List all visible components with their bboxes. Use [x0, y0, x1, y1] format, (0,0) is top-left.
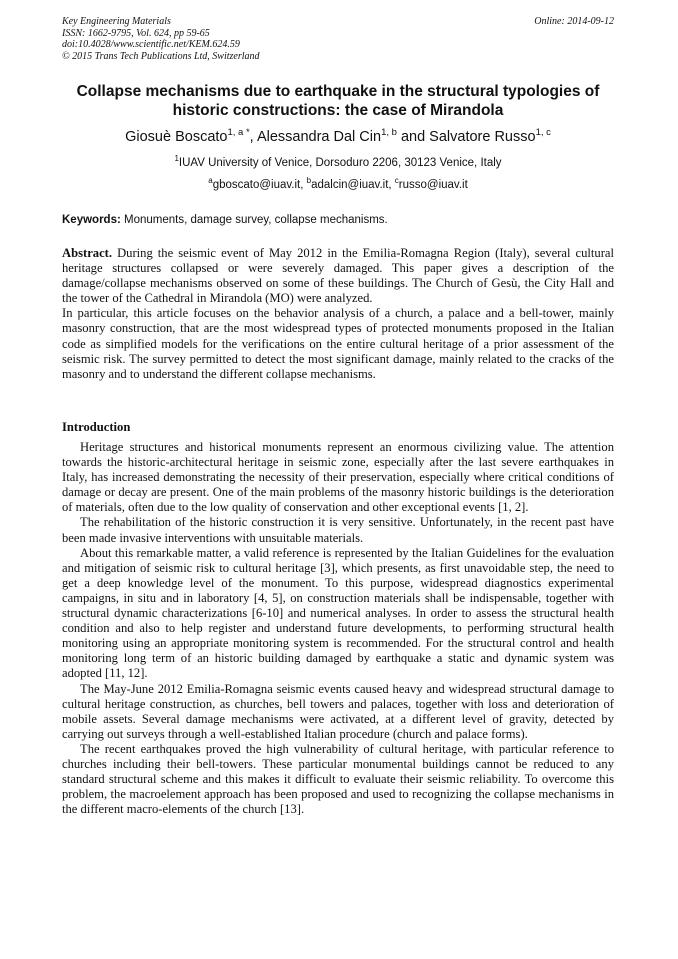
email-separator: ,	[300, 179, 307, 191]
email-mark: b	[306, 176, 312, 185]
body-paragraph: About this remarkable matter, a valid reference is represented by the Italian Guidelines for the evaluation and mitigation of seismic risk to cultural heritage [3], which presents, as first unavoidable step, the need to get a deep knowledge level of the monument. To this purpose, widespread diagnostics experimental campaigns, in situ and in laboratory [4, 5], on construction materials shall be indispensable, together with structural dynamic characterizations [6-10] and numerical analyses. In order to assess the structural health condition and also to help register and understand future developments, to performing structural health monitoring using an appropriate monitoring system is recommended. For the structural control and health monitoring long term of an historic building damaged by earthquake a static and dynamic system was adopted [11, 12].	[62, 545, 614, 681]
body-paragraph: The May-June 2012 Emilia-Romagna seismic events caused heavy and widespread structural damage to cultural heritage construction, as churches, bell towers and palaces, together with loss and deterioration of mobile assets. Several damage mechanisms were activated, at a different level of gravity, detected by carrying out surveys through a well-established Italian procedure (church and palace forms).	[62, 681, 614, 741]
body-paragraph: Heritage structures and historical monuments represent an enormous civilizing value. The attention towards the historic-architectural heritage in seismic zone, especially after the last severe earthquakes in Italy, has increased demonstrating the necessity of their preservation, especially where critical conditions of damage or decay are present. One of the main problems of the masonry historic buildings is the deterioration of materials, often due to the low quality of conservation and other exceptional events [1, 2].	[62, 440, 614, 515]
affiliation-mark: 1	[174, 154, 179, 163]
affiliation	[62, 154, 614, 169]
author-affil-mark: 1, b	[381, 127, 397, 138]
email-link[interactable]: adalcin@iuav.it	[311, 179, 389, 191]
author-separator: and	[396, 129, 430, 145]
journal-issn: ISSN: 1662-9795, Vol. 624, pp 59-65	[62, 27, 210, 39]
email-list	[62, 176, 614, 191]
email-mark: a	[208, 176, 213, 185]
author-separator: ,	[249, 129, 257, 145]
abstract-paragraph	[62, 246, 614, 306]
keywords-text: Monuments, damage survey, collapse mechanisms.	[120, 214, 388, 226]
body-paragraph: The recent earthquakes proved the high vulnerability of cultural heritage, with particular reference to churches including their bell-towers. These particular monumental buildings cannot be reduced to any standard structural scheme and this makes it difficult to evaluate their seismic reliability. To overcome this problem, the macroelement approach has been proposed and used to recognizing the collapse mechanisms in the different macro-elements of the church [13].	[62, 741, 614, 817]
abstract-text: During the seismic event of May 2012 in the Emilia-Romagna Region (Italy), several cultural heritage structures collapsed or were severely damaged. This paper gives a description of the damage/collapse mechanisms observed on some of these buildings. The Church of Gesù, the City Hall and the tower of the Cathedral in Mirandola (MO) were analyzed.	[62, 246, 614, 306]
email-mark: c	[394, 176, 399, 185]
author-affil-mark: 1, c	[535, 127, 551, 138]
affiliation-text: IUAV University of Venice, Dorsoduro 2206, 30123 Venice, Italy	[178, 157, 502, 169]
paper-title: Collapse mechanisms due to earthquake in the structural typologies of historic constructions: the case of Mirandola	[76, 83, 600, 119]
email-link[interactable]: gboscato@iuav.it	[212, 179, 301, 191]
keywords	[62, 214, 614, 226]
journal-copyright: © 2015 Trans Tech Publications Ltd, Switzerland	[62, 50, 260, 62]
section-heading: Introduction	[62, 420, 131, 434]
journal-name: Key Engineering Materials	[62, 16, 171, 27]
author-list	[62, 129, 614, 145]
abstract-paragraph: In particular, this article focuses on the behavior analysis of a church, a palace and a bell-tower, mainly masonry construction, that are the most widespread types of protected monuments proposed in the Italian code as simplified models for the verifications on the entire cultural heritage of a prior assessment of the seismic risk. The survey permitted to detect the most significant damage, mainly related to the cracks of the masonry and to understand the different collapse mechanisms.	[62, 306, 614, 381]
journal-header	[62, 16, 614, 62]
abstract	[62, 246, 614, 382]
email-link[interactable]: russo@iuav.it	[398, 179, 468, 191]
author-name: Giosuè Boscato	[125, 129, 228, 145]
online-date: Online: 2014-09-12	[534, 16, 614, 27]
author-name: Salvatore Russo	[429, 129, 536, 145]
email-separator: ,	[388, 179, 395, 191]
abstract-label: Abstract.	[62, 246, 113, 260]
body-paragraph: The rehabilitation of the historic construction it is very sensitive. Unfortunately, in the recent past have been made invasive interventions with unsuitable materials.	[62, 515, 614, 545]
journal-doi: doi:10.4028/www.scientific.net/KEM.624.59	[62, 39, 240, 50]
author-name: Alessandra Dal Cin	[256, 129, 382, 145]
keywords-label: Keywords:	[62, 214, 121, 226]
introduction-body	[62, 440, 614, 817]
author-affil-mark: 1, a *	[227, 127, 250, 138]
